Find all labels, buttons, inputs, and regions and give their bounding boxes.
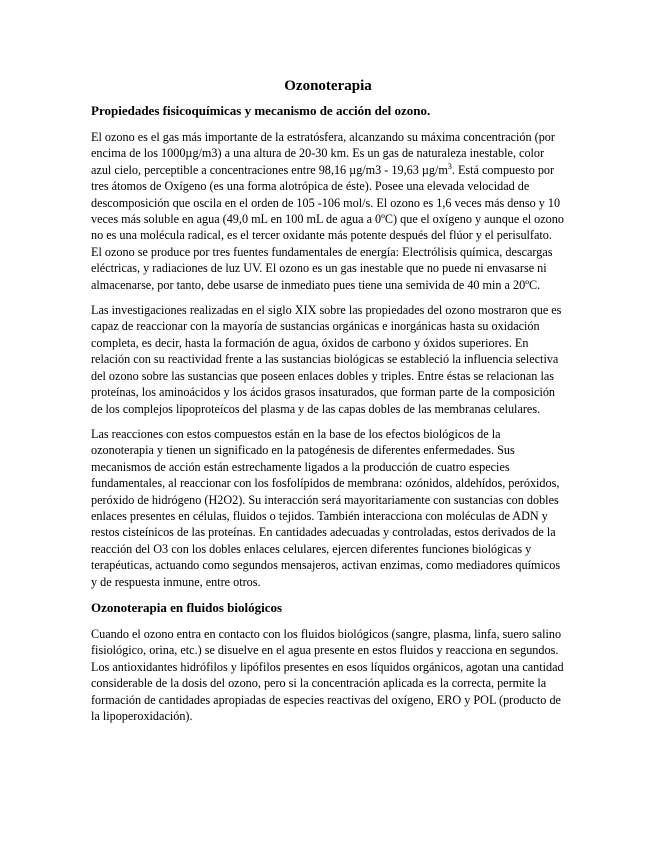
paragraph-investigations: Las investigaciones realizadas en el siglo XIX sobre las propiedades del ozono mostraron que es capaz de reaccionar con la mayoría de sustancias orgánicas e inorgánicas hasta su oxidación completa, es decir, hasta la formación de agua, óxidos de carbono y óxidos superiores. En relación con su reactividad frente a las sustancias biológicas se estableció la influencia selectiva del ozono sobre las sustancias que poseen enlaces dobles y triples. Entre éstas se relacionan las proteínas, los aminoácidos y los ácidos grasos insaturados, que forman parte de la composición de los complejos lipoproteícos del plasma y de las capas dobles de las membranas celulares. [91,303,562,416]
section-heading-biological-fluids: Ozonoterapia en fluidos biológicos [91,599,283,615]
paragraph-text: El ozono es el gas más importante de la estratósfera, alcanzando su máxima concentración (por encima de los 1000µg/m3) a una altura de 20-30 km. Es un gas de naturaleza inestable, color azul cielo, perceptible a concentraciones entre 98,16 µg/m3 - 19,63 µg/m [91,130,555,177]
superscript: 3 [447,161,452,171]
section-heading-properties: Propiedades fisicoquímicas y mecanismo de acción del ozono. [91,103,431,118]
document-page [91,76,565,724]
paragraph-biological-fluids: Cuando el ozono entra en contacto con los fluidos biológicos (sangre, plasma, linfa, suero salino fisiológico, orina, etc.) se disuelve en el agua presente en estos fluidos y reacciona en segundos. Los antioxidantes hidrófilos y lipófilos presentes en esos líquidos orgánicos, agotan una cantidad considerable de la dosis del ozono, pero si la concentración aplicada es la correcta, permite la formación de cantidades apropiadas de especies reactivas del oxígeno, ERO y POL (producto de la lipoperoxidación). [91,626,564,723]
paragraph-text: . Está compuesto por tres átomos de Oxígeno (es una forma alotrópica de éste). Posee una elevada velocidad de descomposición que oscila en el orden de 105 -106 mol/s. El ozono es 1,6 veces más denso y 10 veces más soluble en agua (49,0 mL en 100 mL de agua a 0ºC) que el oxígeno y aunque el ozono no es una molécula radical, es el tercer oxidante más potente después del flúor y el perisulfato. El ozono se produce por tres fuentes fundamentales de energía: Electrólisis química, descargas eléctricas, y radiaciones de luz UV. El ozono es un gas inestable que no puede ni envasarse ni almacenarse, por tanto, debe usarse de inmediato pues tiene una semivida de 40 min a 20ºC. [91,162,564,292]
paragraph-reactions: Las reacciones con estos compuestos están en la base de los efectos biológicos de la ozonoterapia y tienen un significado en la patogénesis de diferentes enfermedades. Sus mecanismos de acción están estrechamente ligados a la producción de cuatro especies fundamentales, al reaccionar con los fosfolípidos de membrana: ozónidos, aldehídos, peróxidos, peróxido de hidrógeno (H2O2). Su interacción será mayoritariamente con sustancias con dobles enlaces presentes en células, fluidos o tejidos. También interacciona con moléculas de ADN y restos cisteínicos de las proteínas. En cantidades adecuadas y controladas, estos derivados de la reacción del O3 con los dobles enlaces celulares, ejercen diferentes funciones biológicas y terapéuticas, actuando como segundos mensajeros, activan enzimas, como mediadores químicos y de respuesta inmune, entre otros. [91,426,561,589]
paragraph-ozone-properties [91,129,565,293]
document-title: Ozonoterapia [284,78,372,94]
